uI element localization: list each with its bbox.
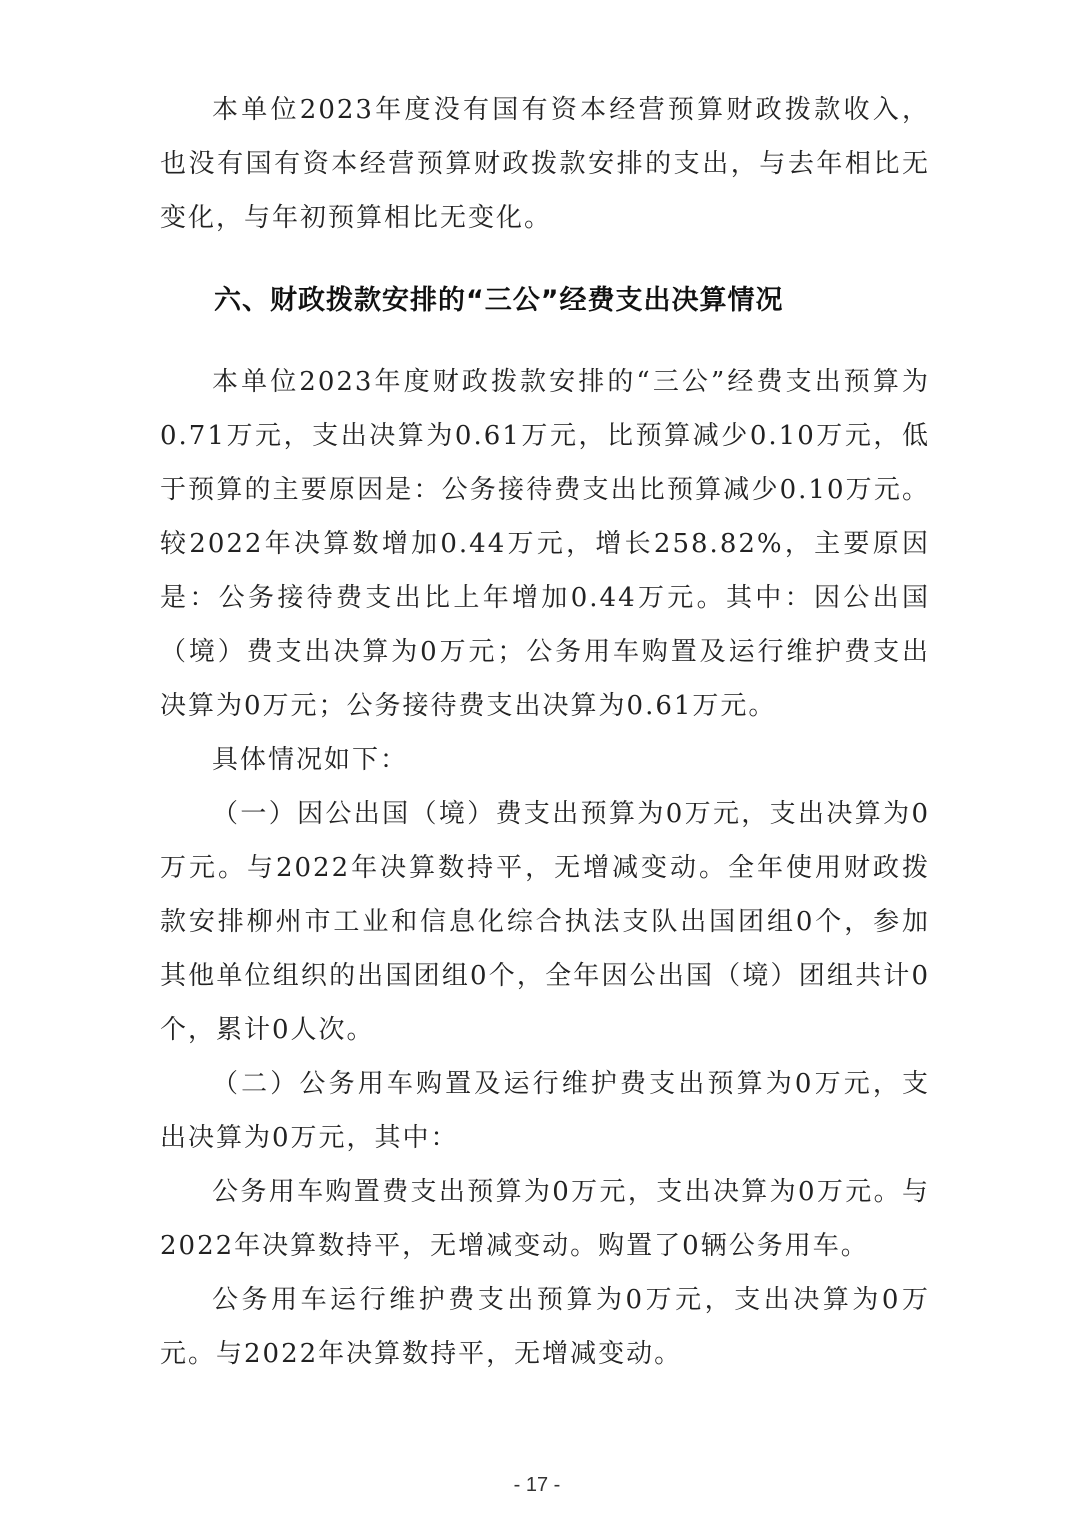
paragraph-vehicle-purchase: 公务用车购置费支出预算为0万元，支出决算为0万元。与2022年决算数持平，无增减变动。购置了0辆公务用车。 <box>160 1177 930 1261</box>
paragraph-overseas-travel: （一）因公出国（境）费支出预算为0万元，支出决算为0万元。与2022年决算数持平，无增减变动。全年使用财政拨款安排柳州市工业和信息化综合执法支队出国团组0个，参加其他单位组织的出国团组0个，全年因公出国（境）团组共计0个，累计0人次。 <box>160 799 930 1045</box>
paragraph-three-public-summary: 本单位2023年度财政拨款安排的“三公”经费支出预算为0.71万元，支出决算为0.61万元，比预算减少0.10万元，低于预算的主要原因是：公务接待费支出比预算减少0.10万元。较2022年决算数增加0.44万元，增长258.82%，主要原因是：公务接待费支出比上年增加0.44万元。其中：因公出国（境）费支出决算为0万元；公务用车购置及运行维护费支出决算为0万元；公务接待费支出决算为0.61万元。 <box>160 367 930 721</box>
paragraph-details-intro: 具体情况如下： <box>212 745 409 775</box>
paragraph-official-vehicles: （二）公务用车购置及运行维护费支出预算为0万元，支出决算为0万元，其中： <box>160 1069 930 1153</box>
paragraph-state-capital-budget: 本单位2023年度没有国有资本经营预算财政拨款收入，也没有国有资本经营预算财政拨款安排的支出，与去年相比无变化，与年初预算相比无变化。 <box>160 95 930 233</box>
paragraph-vehicle-maintenance: 公务用车运行维护费支出预算为0万元，支出决算为0万元。与2022年决算数持平，无增减变动。 <box>160 1285 930 1369</box>
section-heading-three-public-expenses: 六、财政拨款安排的“三公”经费支出决算情况 <box>214 285 784 316</box>
page-number: - 17 - <box>513 1474 561 1496</box>
